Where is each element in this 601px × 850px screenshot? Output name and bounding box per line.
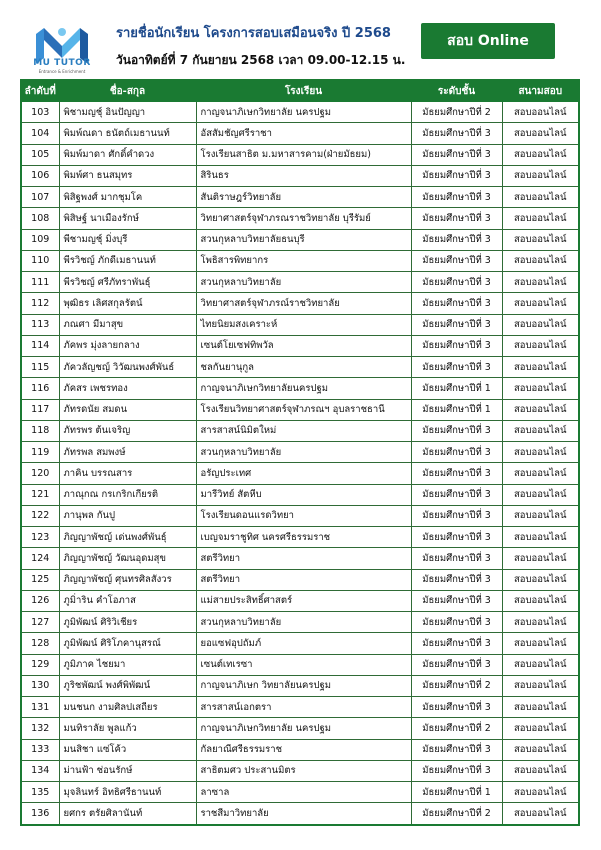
cell-venue: สอบออนไลน์ (502, 293, 579, 314)
cell-no: 128 (21, 633, 59, 654)
cell-name: ภูมิภาค ไชยมา (59, 654, 196, 675)
table-row (21, 654, 579, 675)
cell-name: ภัทรพร ต้นเจริญ (59, 420, 196, 441)
cell-name: ภัคสร เพชรทอง (59, 378, 196, 399)
table-row (21, 590, 579, 611)
cell-level: มัธยมศึกษาปีที่ 2 (411, 718, 502, 739)
cell-no: 135 (21, 782, 59, 803)
cell-no: 126 (21, 590, 59, 611)
cell-school: เซนต์เทเรซา (196, 654, 411, 675)
cell-school: โรงเรียนสาธิต ม.มหาสารคาม(ฝ่ายมัธยม) (196, 144, 411, 165)
table-row (21, 335, 579, 356)
table-row (21, 633, 579, 654)
cell-school: แม่สายประสิทธิ์ศาสตร์ (196, 590, 411, 611)
cell-venue: สอบออนไลน์ (502, 463, 579, 484)
table-row (21, 378, 579, 399)
table-row (21, 803, 579, 825)
cell-level: มัธยมศึกษาปีที่ 3 (411, 548, 502, 569)
page-title: รายชื่อนักเรียน โครงการสอบเสมือนจริง ปี 2568 (116, 26, 391, 41)
cell-no: 105 (21, 144, 59, 165)
cell-name: พิมพ์ศา ธนสมุทร (59, 165, 196, 186)
cell-name: ภัทรพล สมพงษ์ (59, 442, 196, 463)
cell-level: มัธยมศึกษาปีที่ 1 (411, 378, 502, 399)
table-row (21, 102, 579, 123)
column-header-level: ระดับชั้น (411, 80, 502, 102)
table-row (21, 293, 579, 314)
cell-venue: สอบออนไลน์ (502, 378, 579, 399)
table-row (21, 165, 579, 186)
cell-level: มัธยมศึกษาปีที่ 1 (411, 782, 502, 803)
cell-no: 133 (21, 739, 59, 760)
cell-school: กาญจนาภิเษกวิทยาลัย นครปฐม (196, 718, 411, 739)
cell-name: ภณศา มีมาสุข (59, 314, 196, 335)
cell-name: พิสิษฐ์ นาเมืองรักษ์ (59, 208, 196, 229)
cell-level: มัธยมศึกษาปีที่ 3 (411, 633, 502, 654)
cell-no: 123 (21, 527, 59, 548)
cell-no: 131 (21, 697, 59, 718)
cell-venue: สอบออนไลน์ (502, 675, 579, 696)
cell-school: สวนกุหลาบวิทยาลัย (196, 442, 411, 463)
cell-no: 134 (21, 760, 59, 781)
table-row (21, 782, 579, 803)
cell-name: ภูมิพัฒน์ ศิริวิเชียร (59, 612, 196, 633)
cell-no: 104 (21, 123, 59, 144)
cell-venue: สอบออนไลน์ (502, 208, 579, 229)
cell-venue: สอบออนไลน์ (502, 782, 579, 803)
cell-no: 122 (21, 505, 59, 526)
cell-school: ยอแซฟอุปถัมภ์ (196, 633, 411, 654)
cell-venue: สอบออนไลน์ (502, 739, 579, 760)
cell-no: 136 (21, 803, 59, 825)
cell-level: มัธยมศึกษาปีที่ 3 (411, 208, 502, 229)
cell-name: ภัคพร มุ่งลายกลาง (59, 335, 196, 356)
cell-name: ภัควลัญชญ์ วิวัฒนพงศ์พันธ์ (59, 357, 196, 378)
cell-school: โรงเรียนดอนแรดวิทยา (196, 505, 411, 526)
cell-school: อรัญประเทศ (196, 463, 411, 484)
cell-name: ภิญญาพัชญ์ เด่นพงศ์พันธุ์ (59, 527, 196, 548)
cell-school: สาธิตมศว ประสานมิตร (196, 760, 411, 781)
cell-school: วิทยาศาสตร์จุฬาภรณราชวิทยาลัย บุรีรัมย์ (196, 208, 411, 229)
cell-level: มัธยมศึกษาปีที่ 3 (411, 144, 502, 165)
cell-name: พิชามญชุ์ อินปัญญา (59, 102, 196, 123)
cell-name: พีชามญชุ์ มิ่งบุรี (59, 229, 196, 250)
cell-venue: สอบออนไลน์ (502, 102, 579, 123)
cell-no: 115 (21, 357, 59, 378)
cell-name: ภานุพล กันปู (59, 505, 196, 526)
cell-school: เบญจมราชูทิศ นครศรีธรรมราช (196, 527, 411, 548)
cell-school: กาญจนาภิเษก วิทยาลัยนครปฐม (196, 675, 411, 696)
cell-no: 107 (21, 187, 59, 208)
cell-no: 130 (21, 675, 59, 696)
cell-venue: สอบออนไลน์ (502, 357, 579, 378)
cell-name: ภัทรดนัย สมดน (59, 399, 196, 420)
cell-no: 118 (21, 420, 59, 441)
table-row (21, 357, 579, 378)
cell-venue: สอบออนไลน์ (502, 399, 579, 420)
table-row (21, 272, 579, 293)
cell-school: สวนกุหลาบวิทยาลัย (196, 612, 411, 633)
cell-venue: สอบออนไลน์ (502, 697, 579, 718)
cell-no: 113 (21, 314, 59, 335)
cell-school: สตรีวิทยา (196, 548, 411, 569)
table-row (21, 760, 579, 781)
column-header-school: โรงเรียน (196, 80, 411, 102)
cell-level: มัธยมศึกษาปีที่ 3 (411, 314, 502, 335)
cell-venue: สอบออนไลน์ (502, 505, 579, 526)
cell-name: พีรวิชญ์ ภักดีเมธานนท์ (59, 250, 196, 271)
cell-name: ภิญญาพัชญ์ วัฒนอุดมสุข (59, 548, 196, 569)
cell-name: ภูริชพัฒน์ พงศ์พิพัฒน์ (59, 675, 196, 696)
cell-level: มัธยมศึกษาปีที่ 3 (411, 165, 502, 186)
table-header-row (21, 80, 579, 102)
table-row (21, 463, 579, 484)
cell-name: ภิญญาพัชญ์ ศุนทรศิลสังวร (59, 569, 196, 590)
cell-name: ยศกร ตรัยศิลานันท์ (59, 803, 196, 825)
cell-school: ราชสีมาวิทยาลัย (196, 803, 411, 825)
cell-no: 120 (21, 463, 59, 484)
cell-venue: สอบออนไลน์ (502, 548, 579, 569)
cell-level: มัธยมศึกษาปีที่ 2 (411, 803, 502, 825)
cell-venue: สอบออนไลน์ (502, 569, 579, 590)
cell-name: พุฒิธร เลิศสกุลรัตน์ (59, 293, 196, 314)
cell-level: มัธยมศึกษาปีที่ 3 (411, 123, 502, 144)
cell-school: มารีวิทย์ สัตหีบ (196, 484, 411, 505)
table-row (21, 697, 579, 718)
cell-venue: สอบออนไลน์ (502, 760, 579, 781)
cell-no: 117 (21, 399, 59, 420)
cell-no: 112 (21, 293, 59, 314)
cell-name: ภาณุกณ กรเกริกเกียรติ (59, 484, 196, 505)
cell-venue: สอบออนไลน์ (502, 718, 579, 739)
cell-school: อัสสัมชัญศรีราชา (196, 123, 411, 144)
table-row (21, 739, 579, 760)
cell-venue: สอบออนไลน์ (502, 590, 579, 611)
cell-venue: สอบออนไลน์ (502, 442, 579, 463)
cell-school: กัลยาณีศรีธรรมราช (196, 739, 411, 760)
logo-subtext: Entrance & Enrichment (38, 69, 86, 74)
cell-level: มัธยมศึกษาปีที่ 3 (411, 697, 502, 718)
table-row (21, 420, 579, 441)
cell-level: มัธยมศึกษาปีที่ 3 (411, 357, 502, 378)
cell-venue: สอบออนไลน์ (502, 420, 579, 441)
cell-venue: สอบออนไลน์ (502, 165, 579, 186)
cell-venue: สอบออนไลน์ (502, 654, 579, 675)
cell-school: สวนกุหลาบวิทยาลัยธนบุรี (196, 229, 411, 250)
cell-school: ลาซาล (196, 782, 411, 803)
cell-school: โรงเรียนวิทยาศาสตร์จุฬาภรณฯ อุบลราชธานี (196, 399, 411, 420)
cell-name: พิสิฐพงศ์ มากชุมโค (59, 187, 196, 208)
cell-school: สวนกุหลาบวิทยาลัย (196, 272, 411, 293)
cell-school: วิทยาศาสตร์จุฬาภรณ์ราชวิทยาลัย (196, 293, 411, 314)
cell-level: มัธยมศึกษาปีที่ 3 (411, 590, 502, 611)
cell-level: มัธยมศึกษาปีที่ 3 (411, 760, 502, 781)
cell-school: สารสาสน์นิมิตใหม่ (196, 420, 411, 441)
cell-name: ภาคิน บรรณสาร (59, 463, 196, 484)
table-row (21, 527, 579, 548)
cell-level: มัธยมศึกษาปีที่ 3 (411, 250, 502, 271)
cell-no: 108 (21, 208, 59, 229)
column-header-no: ลำดับที่ (21, 80, 59, 102)
cell-name: มนชนก งามศิลปเสถียร (59, 697, 196, 718)
cell-venue: สอบออนไลน์ (502, 527, 579, 548)
cell-no: 114 (21, 335, 59, 356)
cell-venue: สอบออนไลน์ (502, 229, 579, 250)
cell-school: สันติราษฎร์วิทยาลัย (196, 187, 411, 208)
cell-no: 121 (21, 484, 59, 505)
table-row (21, 718, 579, 739)
cell-venue: สอบออนไลน์ (502, 123, 579, 144)
cell-venue: สอบออนไลน์ (502, 612, 579, 633)
cell-no: 116 (21, 378, 59, 399)
cell-venue: สอบออนไลน์ (502, 335, 579, 356)
cell-venue: สอบออนไลน์ (502, 250, 579, 271)
column-header-name: ชื่อ-สกุล (59, 80, 196, 102)
exam-mode-badge: สอบ Online (421, 23, 555, 59)
cell-school: กาญจนาภิเษกวิทยาลัยนครปฐม (196, 378, 411, 399)
logo-text: MU TUTOR (33, 58, 91, 68)
table-row (21, 250, 579, 271)
cell-no: 132 (21, 718, 59, 739)
cell-name: ภูมิ่าริน คำโอภาส (59, 590, 196, 611)
table-body (21, 102, 579, 825)
table-row (21, 548, 579, 569)
cell-level: มัธยมศึกษาปีที่ 3 (411, 569, 502, 590)
cell-level: มัธยมศึกษาปีที่ 3 (411, 442, 502, 463)
table-row (21, 675, 579, 696)
cell-name: มนสิชา แซ่โค้ว (59, 739, 196, 760)
table-row (21, 123, 579, 144)
cell-name: มนทิราลัย พูลแก้ว (59, 718, 196, 739)
cell-school: สิรินธร (196, 165, 411, 186)
cell-name: ภูมิพัฒน์ ศิริโภคานุสรณ์ (59, 633, 196, 654)
cell-no: 119 (21, 442, 59, 463)
cell-school: สารสาสน์เอกตรา (196, 697, 411, 718)
table-row (21, 569, 579, 590)
cell-no: 124 (21, 548, 59, 569)
cell-level: มัธยมศึกษาปีที่ 3 (411, 654, 502, 675)
cell-no: 111 (21, 272, 59, 293)
column-header-venue: สนามสอบ (502, 80, 579, 102)
cell-level: มัธยมศึกษาปีที่ 3 (411, 612, 502, 633)
cell-venue: สอบออนไลน์ (502, 803, 579, 825)
cell-venue: สอบออนไลน์ (502, 272, 579, 293)
table-row (21, 144, 579, 165)
cell-level: มัธยมศึกษาปีที่ 3 (411, 463, 502, 484)
cell-school: ชลกันยานุกูล (196, 357, 411, 378)
cell-level: มัธยมศึกษาปีที่ 3 (411, 293, 502, 314)
table-row (21, 612, 579, 633)
cell-level: มัธยมศึกษาปีที่ 3 (411, 229, 502, 250)
cell-level: มัธยมศึกษาปีที่ 3 (411, 272, 502, 293)
cell-no: 125 (21, 569, 59, 590)
cell-no: 103 (21, 102, 59, 123)
cell-no: 106 (21, 165, 59, 186)
cell-no: 127 (21, 612, 59, 633)
cell-venue: สอบออนไลน์ (502, 144, 579, 165)
cell-no: 110 (21, 250, 59, 271)
cell-level: มัธยมศึกษาปีที่ 3 (411, 335, 502, 356)
cell-level: มัธยมศึกษาปีที่ 3 (411, 505, 502, 526)
cell-name: มุจลินทร์ อิทธิศรีธานนท์ (59, 782, 196, 803)
cell-school: สตรีวิทยา (196, 569, 411, 590)
cell-no: 109 (21, 229, 59, 250)
student-table (20, 79, 580, 826)
table-row (21, 208, 579, 229)
cell-level: มัธยมศึกษาปีที่ 2 (411, 675, 502, 696)
cell-school: กาญจนาภิเษกวิทยาลัย นครปฐม (196, 102, 411, 123)
cell-name: พีรวิชญ์ ศรีภัทราพันธุ์ (59, 272, 196, 293)
cell-venue: สอบออนไลน์ (502, 633, 579, 654)
cell-school: ไทยนิยมสงเคราะห์ (196, 314, 411, 335)
cell-level: มัธยมศึกษาปีที่ 1 (411, 399, 502, 420)
exam-date: วันอาทิตย์ที่ 7 กันยายน 2568 เวลา 09.00-12.15 น. (116, 53, 406, 67)
cell-school: เซนต์โยเซฟทิพวัล (196, 335, 411, 356)
table-row (21, 399, 579, 420)
cell-venue: สอบออนไลน์ (502, 484, 579, 505)
table-row (21, 484, 579, 505)
table-row (21, 442, 579, 463)
cell-level: มัธยมศึกษาปีที่ 3 (411, 484, 502, 505)
table-row (21, 505, 579, 526)
cell-level: มัธยมศึกษาปีที่ 3 (411, 187, 502, 208)
cell-venue: สอบออนไลน์ (502, 314, 579, 335)
cell-school: โพธิสารพิทยากร (196, 250, 411, 271)
cell-name: พิมพ์มาดา ศักดิ์คำดวง (59, 144, 196, 165)
cell-level: มัธยมศึกษาปีที่ 3 (411, 420, 502, 441)
cell-name: ม่านฟ้า ช่อนรักษ์ (59, 760, 196, 781)
cell-level: มัธยมศึกษาปีที่ 3 (411, 527, 502, 548)
cell-level: มัธยมศึกษาปีที่ 2 (411, 102, 502, 123)
cell-no: 129 (21, 654, 59, 675)
table-row (21, 187, 579, 208)
cell-level: มัธยมศึกษาปีที่ 3 (411, 739, 502, 760)
table-row (21, 314, 579, 335)
cell-venue: สอบออนไลน์ (502, 187, 579, 208)
table-row (21, 229, 579, 250)
cell-name: พิมพ์ณดา ธนัตถ์เมธานนท์ (59, 123, 196, 144)
